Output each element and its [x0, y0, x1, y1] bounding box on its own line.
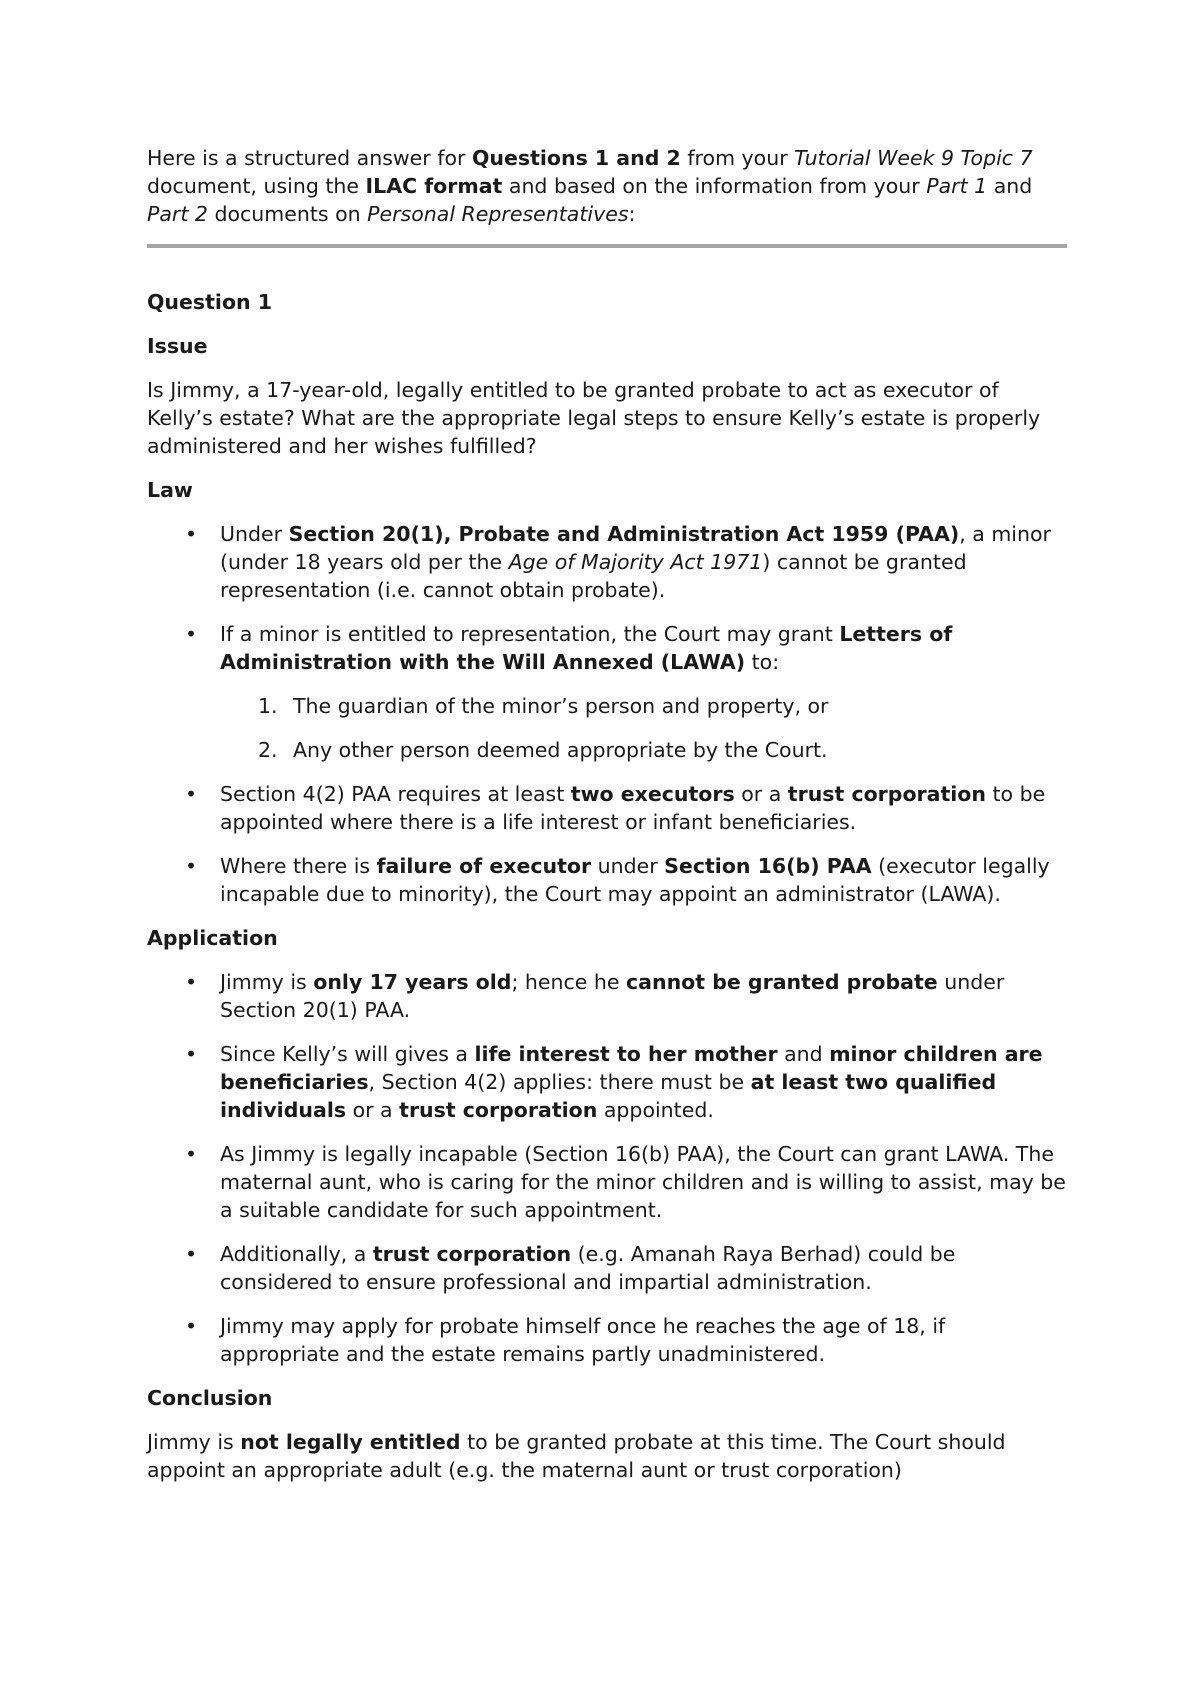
law-text: If a minor is entitled to representation, the Court may grant [220, 622, 840, 646]
conclusion-text: Jimmy is [147, 1430, 241, 1454]
application-list [147, 968, 1067, 1368]
list-item [147, 1140, 1067, 1224]
application-text: (e.g. Amanah Raya Berhad) could be considered to ensure professional and impartial administration. [220, 1242, 956, 1294]
application-text: Jimmy may apply for probate himself once he reaches the age of 18, if appropriate and the estate remains partly unadministered. [220, 1314, 946, 1366]
list-item [147, 520, 1067, 604]
intro-text: Here is a structured answer for [147, 146, 472, 170]
intro-text: : [628, 202, 636, 226]
law-bold: Letters of Administration with the Will Annexed (LAWA) [220, 622, 953, 674]
intro-bold-questions: Questions 1 and 2 [471, 146, 681, 170]
intro-italic-part2: Part 2 [147, 202, 208, 226]
law-text: , a minor (under 18 years old per the [220, 522, 1051, 574]
conclusion-bold: not legally entitled [240, 1430, 461, 1454]
application-text: and [777, 1042, 830, 1066]
law-bold: two executors [570, 782, 735, 806]
application-bold: life interest to her mother [474, 1042, 778, 1066]
list-item [147, 968, 1067, 1024]
application-bold: minor children are beneficiaries [220, 1042, 1043, 1094]
law-text: to be appointed where there is a life interest or infant beneficiaries. [220, 782, 1046, 834]
law-text: to: [745, 650, 780, 674]
law-bold: trust corporation [787, 782, 986, 806]
law-text: under [591, 854, 665, 878]
list-item [147, 852, 1067, 908]
sub-item-text: The guardian of the minor’s person and property, or [293, 694, 829, 718]
application-text: Since Kelly’s will gives a [220, 1042, 475, 1066]
bullet-icon: • [185, 854, 198, 878]
law-text: (executor legally incapable due to minority), the Court may appoint an administrator (LAWA). [220, 854, 1050, 906]
conclusion-text: to be granted probate at this time. The Court should appoint an appropriate adult (e.g. the maternal aunt or trust corporation) [147, 1430, 1006, 1482]
question-1-title: Question 1 [147, 290, 273, 314]
intro-text: document, using the [147, 174, 366, 198]
list-item [147, 780, 1067, 836]
application-bold: only 17 years old [313, 970, 512, 994]
bullet-icon: • [185, 522, 198, 546]
application-text: , Section 4(2) applies: there must be [368, 1070, 751, 1094]
application-text: Jimmy is [220, 970, 314, 994]
list-item [147, 1240, 1067, 1296]
application-bold: at least two qualified individuals [220, 1070, 997, 1122]
law-text: ) cannot be granted representation (i.e. cannot obtain probate). [220, 550, 967, 602]
law-text: Under [220, 522, 289, 546]
law-heading: Law [147, 478, 193, 502]
bullet-icon: • [185, 782, 198, 806]
bullet-icon: • [185, 1242, 198, 1266]
bullet-icon: • [185, 622, 198, 646]
intro-italic-part1: Part 1 [926, 174, 988, 198]
law-bold: Section 20(1), Probate and Administration Act 1959 (PAA) [288, 522, 960, 546]
conclusion-paragraph [147, 1428, 1067, 1484]
law-sublist [220, 692, 1067, 764]
bullet-icon: • [185, 970, 198, 994]
conclusion-heading: Conclusion [147, 1386, 273, 1410]
bullet-icon: • [185, 1042, 198, 1066]
list-item [147, 620, 1067, 764]
law-text: Where there is [220, 854, 377, 878]
intro-text: from your [680, 146, 795, 170]
sub-list-item [220, 736, 1067, 764]
application-text: As Jimmy is legally incapable (Section 16(b) PAA), the Court can grant LAWA. The maternal aunt, who is caring for the minor children and is willing to assist, may be a suitable candidate for such appointment. [220, 1142, 1066, 1222]
law-bold: Section 16(b) PAA [664, 854, 872, 878]
intro-text: and based on the information from your [502, 174, 927, 198]
list-item [147, 1312, 1067, 1368]
horizontal-divider [147, 244, 1067, 248]
application-text: ; hence he [511, 970, 626, 994]
bullet-icon: • [185, 1142, 198, 1166]
application-text: or a [346, 1098, 400, 1122]
list-number: 1. [258, 694, 278, 718]
list-item [147, 1040, 1067, 1124]
issue-heading: Issue [147, 334, 208, 358]
application-bold: cannot be granted probate [626, 970, 938, 994]
intro-italic-tutorial: Tutorial Week 9 Topic 7 [794, 146, 1033, 170]
intro-italic-personal-reps: Personal Representatives [367, 202, 629, 226]
application-text: Additionally, a [220, 1242, 373, 1266]
bullet-icon: • [185, 1314, 198, 1338]
law-text: or a [734, 782, 788, 806]
application-bold: trust corporation [399, 1098, 598, 1122]
law-text: Section 4(2) PAA requires at least [220, 782, 571, 806]
application-heading: Application [147, 926, 278, 950]
intro-bold-ilac: ILAC format [365, 174, 503, 198]
application-bold: trust corporation [372, 1242, 572, 1266]
sub-item-text: Any other person deemed appropriate by the Court. [293, 738, 828, 762]
document-body [147, 144, 1067, 1500]
intro-text: and [987, 174, 1033, 198]
application-text: under Section 20(1) PAA. [220, 970, 1005, 1022]
law-list [147, 520, 1067, 908]
sub-list-item [220, 692, 1067, 720]
intro-text: documents on [207, 202, 368, 226]
law-bold: failure of executor [376, 854, 592, 878]
list-number: 2. [258, 738, 278, 762]
issue-paragraph: Is Jimmy, a 17-year-old, legally entitled to be granted probate to act as executor of Kelly’s estate? What are the appropriate legal steps to ensure Kelly’s estate is properly administered and her wishes fulfilled? [147, 378, 1041, 458]
law-italic: Age of Majority Act 1971 [508, 550, 763, 574]
intro-paragraph [147, 144, 1067, 228]
application-text: appointed. [597, 1098, 714, 1122]
